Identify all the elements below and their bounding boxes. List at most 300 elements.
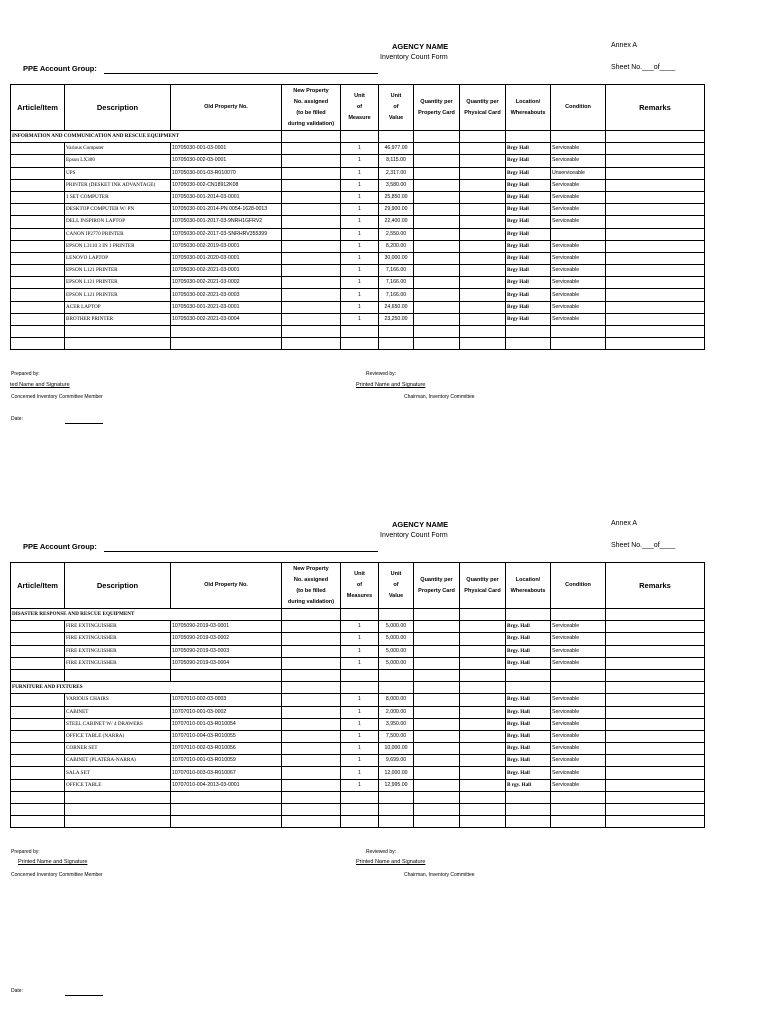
cell-article[interactable] (11, 179, 65, 191)
cell-article[interactable] (11, 779, 65, 791)
empty-cell[interactable] (379, 326, 414, 338)
cell-remarks[interactable] (606, 155, 705, 167)
cell-remarks[interactable] (606, 204, 705, 216)
cell-remarks[interactable] (606, 694, 705, 706)
cell-old-property-no: 10705030-002-2019-03-0001 (171, 240, 282, 252)
cell-new-property-no[interactable] (282, 779, 341, 791)
cell-remarks[interactable] (606, 767, 705, 779)
cell-new-property-no[interactable] (282, 633, 341, 645)
cell-condition: Serviceable (551, 289, 606, 301)
cell-qty-property-card[interactable] (414, 167, 460, 179)
cell-article[interactable] (11, 694, 65, 706)
cell-qty-physical[interactable] (460, 167, 506, 179)
empty-cell[interactable] (65, 326, 171, 338)
cell-remarks[interactable] (606, 277, 705, 289)
cell-new-property-no[interactable] (282, 706, 341, 718)
cell-unit-value: 24,650.00 (379, 301, 414, 313)
cell-qty-physical[interactable] (460, 179, 506, 191)
reviewed-by-name[interactable]: Printed Name and Signature (356, 859, 426, 865)
empty-cell[interactable] (606, 338, 705, 350)
empty-cell[interactable] (341, 682, 379, 694)
empty-cell[interactable] (65, 669, 171, 681)
cell-remarks[interactable] (606, 657, 705, 669)
header-line: Value (388, 115, 404, 121)
cell-new-property-no[interactable] (282, 216, 341, 228)
empty-cell[interactable] (341, 816, 379, 828)
empty-cell[interactable] (282, 338, 341, 350)
cell-description: PRINTER (DESKET INK ADVANTAGE) (65, 179, 171, 191)
cell-qty-property-card[interactable] (414, 277, 460, 289)
empty-cell[interactable] (171, 326, 282, 338)
cell-unit: 1 (341, 228, 379, 240)
empty-cell[interactable] (506, 338, 551, 350)
cell-condition: Serviceable (551, 657, 606, 669)
cell-qty-property-card[interactable] (414, 289, 460, 301)
cell-condition: Serviceable (551, 191, 606, 203)
cell-qty-physical[interactable] (460, 252, 506, 264)
cell-new-property-no[interactable] (282, 143, 341, 155)
cell-new-property-no[interactable] (282, 657, 341, 669)
empty-cell[interactable] (460, 682, 506, 694)
cell-old-property-no: 10705030-001-2020-03-0001 (171, 252, 282, 264)
cell-article[interactable] (11, 216, 65, 228)
cell-qty-property-card[interactable] (414, 228, 460, 240)
cell-qty-property-card[interactable] (414, 755, 460, 767)
cell-qty-physical[interactable] (460, 743, 506, 755)
cell-new-property-no[interactable] (282, 621, 341, 633)
empty-cell[interactable] (606, 131, 705, 143)
cell-article[interactable] (11, 301, 65, 313)
cell-qty-physical[interactable] (460, 706, 506, 718)
cell-remarks[interactable] (606, 228, 705, 240)
empty-cell[interactable] (551, 791, 606, 803)
empty-cell[interactable] (65, 816, 171, 828)
cell-qty-physical[interactable] (460, 767, 506, 779)
empty-cell[interactable] (282, 326, 341, 338)
header-line: Unit (390, 93, 402, 99)
cell-qty-physical[interactable] (460, 277, 506, 289)
cell-article[interactable] (11, 633, 65, 645)
cell-location: Brgy Hall (506, 191, 551, 203)
cell-location: Brgy. Hall (506, 694, 551, 706)
cell-qty-property-card[interactable] (414, 621, 460, 633)
empty-cell[interactable] (606, 326, 705, 338)
empty-cell[interactable] (379, 338, 414, 350)
cell-unit: 1 (341, 706, 379, 718)
empty-cell[interactable] (65, 804, 171, 816)
cell-new-property-no[interactable] (282, 301, 341, 313)
reviewed-by-role: Chairman, Inventory Committee (404, 872, 475, 878)
prepared-by-name[interactable]: ted Name and Signature (10, 382, 70, 388)
cell-article[interactable] (11, 204, 65, 216)
empty-cell[interactable] (460, 609, 506, 621)
cell-article[interactable] (11, 767, 65, 779)
cell-new-property-no[interactable] (282, 755, 341, 767)
cell-remarks[interactable] (606, 265, 705, 277)
cell-article[interactable] (11, 155, 65, 167)
cell-remarks[interactable] (606, 216, 705, 228)
empty-cell[interactable] (171, 816, 282, 828)
empty-cell[interactable] (171, 338, 282, 350)
cell-article[interactable] (11, 657, 65, 669)
cell-qty-physical[interactable] (460, 301, 506, 313)
prepared-by-label: Prepared by: (11, 849, 40, 855)
cell-old-property-no: 10707010-002-03-0003 (171, 694, 282, 706)
header-description: Description (65, 563, 171, 609)
cell-new-property-no[interactable] (282, 155, 341, 167)
empty-cell[interactable] (11, 338, 65, 350)
cell-qty-physical[interactable] (460, 313, 506, 325)
cell-remarks[interactable] (606, 252, 705, 264)
cell-article[interactable] (11, 706, 65, 718)
empty-cell[interactable] (282, 804, 341, 816)
empty-cell[interactable] (11, 669, 65, 681)
cell-condition: Serviceable (551, 706, 606, 718)
empty-cell[interactable] (65, 791, 171, 803)
cell-remarks[interactable] (606, 706, 705, 718)
empty-cell[interactable] (606, 669, 705, 681)
cell-description: LENOVO LAPTOP (65, 252, 171, 264)
cell-article[interactable] (11, 313, 65, 325)
date-field[interactable] (65, 423, 103, 424)
cell-description: OFFICE TABLE (65, 779, 171, 791)
date-label: Date: (11, 988, 23, 994)
empty-cell[interactable] (282, 669, 341, 681)
cell-qty-property-card[interactable] (414, 706, 460, 718)
ppe-account-group-field[interactable] (104, 73, 378, 74)
cell-article[interactable] (11, 645, 65, 657)
empty-cell[interactable] (379, 669, 414, 681)
empty-cell[interactable] (551, 816, 606, 828)
empty-cell[interactable] (506, 131, 551, 143)
cell-new-property-no[interactable] (282, 228, 341, 240)
category-row (11, 609, 705, 621)
empty-cell[interactable] (414, 804, 460, 816)
empty-cell[interactable] (460, 804, 506, 816)
empty-cell[interactable] (606, 804, 705, 816)
cell-unit: 1 (341, 143, 379, 155)
cell-qty-property-card[interactable] (414, 645, 460, 657)
empty-cell[interactable] (341, 791, 379, 803)
agency-name: AGENCY NAME (392, 42, 449, 51)
cell-remarks[interactable] (606, 289, 705, 301)
cell-remarks[interactable] (606, 240, 705, 252)
empty-cell[interactable] (551, 682, 606, 694)
header-line: No. assigned (293, 576, 329, 583)
cell-remarks[interactable] (606, 301, 705, 313)
empty-cell[interactable] (379, 131, 414, 143)
empty-cell[interactable] (506, 609, 551, 621)
empty-cell[interactable] (506, 804, 551, 816)
header-condition: Condition (551, 85, 606, 131)
empty-cell[interactable] (379, 791, 414, 803)
table-row (11, 191, 705, 203)
cell-old-property-no: 10705030-001-03-R010070 (171, 167, 282, 179)
cell-qty-property-card[interactable] (414, 252, 460, 264)
cell-new-property-no[interactable] (282, 240, 341, 252)
cell-qty-property-card[interactable] (414, 155, 460, 167)
cell-unit-value: 7,166.00 (379, 289, 414, 301)
empty-cell[interactable] (379, 609, 414, 621)
cell-old-property-no: 10705030-001-2014-03-0001 (171, 191, 282, 203)
cell-condition: Serviceable (551, 755, 606, 767)
header-remarks: Remarks (606, 85, 705, 131)
cell-old-property-no: 10705090-2019-03-0003 (171, 645, 282, 657)
cell-qty-physical[interactable] (460, 143, 506, 155)
cell-description: CABINET (PLATERA-NARRA) (65, 755, 171, 767)
cell-qty-property-card[interactable] (414, 301, 460, 313)
cell-old-property-no: 10705030-002-2017-03-SNRHRV355399 (171, 228, 282, 240)
cell-condition: Serviceable (551, 718, 606, 730)
empty-cell[interactable] (11, 326, 65, 338)
cell-qty-physical[interactable] (460, 718, 506, 730)
empty-cell[interactable] (506, 326, 551, 338)
cell-article[interactable] (11, 755, 65, 767)
cell-article[interactable] (11, 730, 65, 742)
cell-unit-value: 12,000.00 (379, 767, 414, 779)
blank-row (11, 326, 705, 338)
empty-cell[interactable] (341, 326, 379, 338)
empty-cell[interactable] (506, 791, 551, 803)
empty-cell[interactable] (171, 791, 282, 803)
cell-remarks[interactable] (606, 633, 705, 645)
cell-qty-property-card[interactable] (414, 313, 460, 325)
empty-cell[interactable] (506, 669, 551, 681)
cell-article[interactable] (11, 621, 65, 633)
cell-remarks[interactable] (606, 313, 705, 325)
cell-article[interactable] (11, 191, 65, 203)
cell-qty-property-card[interactable] (414, 179, 460, 191)
cell-qty-property-card[interactable] (414, 204, 460, 216)
empty-cell[interactable] (171, 669, 282, 681)
cell-condition: Serviceable (551, 216, 606, 228)
cell-new-property-no[interactable] (282, 191, 341, 203)
cell-qty-property-card[interactable] (414, 779, 460, 791)
cell-qty-physical[interactable] (460, 240, 506, 252)
empty-cell[interactable] (414, 669, 460, 681)
empty-cell[interactable] (341, 804, 379, 816)
empty-cell[interactable] (341, 609, 379, 621)
cell-qty-physical[interactable] (460, 621, 506, 633)
empty-cell[interactable] (551, 338, 606, 350)
cell-remarks[interactable] (606, 179, 705, 191)
empty-cell[interactable] (606, 609, 705, 621)
cell-qty-physical[interactable] (460, 216, 506, 228)
cell-remarks[interactable] (606, 755, 705, 767)
empty-cell[interactable] (606, 682, 705, 694)
cell-remarks[interactable] (606, 143, 705, 155)
header-line: of (393, 582, 399, 588)
cell-article[interactable] (11, 240, 65, 252)
cell-qty-property-card[interactable] (414, 657, 460, 669)
cell-description: FIRE EXTINGUISHER (65, 645, 171, 657)
empty-cell[interactable] (414, 338, 460, 350)
empty-cell[interactable] (341, 338, 379, 350)
cell-new-property-no[interactable] (282, 179, 341, 191)
prepared-by-label: Prepared by: (11, 371, 40, 377)
cell-qty-property-card[interactable] (414, 143, 460, 155)
empty-cell[interactable] (551, 131, 606, 143)
header-location (506, 563, 551, 609)
cell-new-property-no[interactable] (282, 718, 341, 730)
inventory-table (10, 84, 705, 350)
header-line: Measures (346, 593, 373, 599)
cell-article[interactable] (11, 228, 65, 240)
cell-article[interactable] (11, 167, 65, 179)
empty-cell[interactable] (414, 131, 460, 143)
empty-cell[interactable] (460, 338, 506, 350)
cell-qty-physical[interactable] (460, 755, 506, 767)
cell-description: UPS (65, 167, 171, 179)
cell-qty-physical[interactable] (460, 633, 506, 645)
cell-article[interactable] (11, 265, 65, 277)
empty-cell[interactable] (460, 816, 506, 828)
empty-cell[interactable] (282, 609, 341, 621)
cell-new-property-no[interactable] (282, 204, 341, 216)
cell-qty-physical[interactable] (460, 779, 506, 791)
reviewed-by-role: Chairman, Inventory Committee (404, 394, 475, 400)
empty-cell[interactable] (414, 791, 460, 803)
cell-old-property-no: 10705030-002-2021-03-0001 (171, 265, 282, 277)
reviewed-by-name[interactable]: Printed Name and Signature (356, 382, 426, 388)
cell-new-property-no[interactable] (282, 743, 341, 755)
cell-new-property-no[interactable] (282, 645, 341, 657)
empty-cell[interactable] (460, 669, 506, 681)
cell-description: Various Computer (65, 143, 171, 155)
cell-qty-property-card[interactable] (414, 694, 460, 706)
cell-new-property-no[interactable] (282, 252, 341, 264)
cell-new-property-no[interactable] (282, 265, 341, 277)
cell-remarks[interactable] (606, 191, 705, 203)
cell-qty-physical[interactable] (460, 289, 506, 301)
empty-cell[interactable] (506, 682, 551, 694)
cell-qty-physical[interactable] (460, 645, 506, 657)
cell-remarks[interactable] (606, 167, 705, 179)
empty-cell[interactable] (11, 804, 65, 816)
cell-qty-property-card[interactable] (414, 216, 460, 228)
cell-qty-physical[interactable] (460, 694, 506, 706)
empty-cell[interactable] (341, 669, 379, 681)
empty-cell[interactable] (282, 131, 341, 143)
cell-qty-physical[interactable] (460, 265, 506, 277)
cell-new-property-no[interactable] (282, 167, 341, 179)
cell-qty-property-card[interactable] (414, 633, 460, 645)
cell-qty-physical[interactable] (460, 191, 506, 203)
empty-cell[interactable] (414, 609, 460, 621)
cell-remarks[interactable] (606, 621, 705, 633)
cell-article[interactable] (11, 743, 65, 755)
empty-cell[interactable] (171, 804, 282, 816)
table-row (11, 265, 705, 277)
cell-article[interactable] (11, 277, 65, 289)
empty-cell[interactable] (506, 816, 551, 828)
cell-location: Brgy Hall (506, 143, 551, 155)
cell-description: EPSON L121 PRINTER (65, 289, 171, 301)
empty-cell[interactable] (11, 791, 65, 803)
cell-new-property-no[interactable] (282, 730, 341, 742)
header-new-property-no (282, 85, 341, 131)
cell-qty-property-card[interactable] (414, 240, 460, 252)
cell-qty-physical[interactable] (460, 730, 506, 742)
empty-cell[interactable] (414, 326, 460, 338)
date-field[interactable] (65, 995, 103, 996)
cell-qty-property-card[interactable] (414, 767, 460, 779)
cell-qty-property-card[interactable] (414, 718, 460, 730)
cell-qty-property-card[interactable] (414, 743, 460, 755)
table-row (11, 743, 705, 755)
cell-remarks[interactable] (606, 645, 705, 657)
empty-cell[interactable] (551, 326, 606, 338)
empty-cell[interactable] (11, 816, 65, 828)
empty-cell[interactable] (379, 804, 414, 816)
empty-cell[interactable] (551, 669, 606, 681)
header-line: Whereabouts (510, 587, 546, 594)
header-line: New Property (293, 565, 329, 572)
empty-cell[interactable] (606, 791, 705, 803)
cell-qty-physical[interactable] (460, 155, 506, 167)
table-row (11, 143, 705, 155)
cell-condition: Serviceable (551, 252, 606, 264)
cell-condition: Serviceable (551, 204, 606, 216)
blank-row (11, 791, 705, 803)
cell-new-property-no[interactable] (282, 767, 341, 779)
empty-cell[interactable] (282, 816, 341, 828)
cell-new-property-no[interactable] (282, 289, 341, 301)
empty-cell[interactable] (606, 816, 705, 828)
empty-cell[interactable] (282, 682, 341, 694)
cell-condition (551, 228, 606, 240)
cell-qty-property-card[interactable] (414, 265, 460, 277)
cell-article[interactable] (11, 718, 65, 730)
cell-remarks[interactable] (606, 730, 705, 742)
cell-qty-physical[interactable] (460, 204, 506, 216)
empty-cell[interactable] (414, 682, 460, 694)
empty-cell[interactable] (379, 682, 414, 694)
cell-article[interactable] (11, 143, 65, 155)
cell-qty-physical[interactable] (460, 228, 506, 240)
cell-qty-property-card[interactable] (414, 730, 460, 742)
header-line: Value (388, 593, 404, 599)
empty-cell[interactable] (65, 338, 171, 350)
prepared-by-name[interactable]: Printed Name and Signature (18, 859, 88, 865)
empty-cell[interactable] (282, 791, 341, 803)
cell-description: EPSON L121 PRINTER (65, 277, 171, 289)
cell-new-property-no[interactable] (282, 313, 341, 325)
cell-qty-property-card[interactable] (414, 191, 460, 203)
cell-qty-physical[interactable] (460, 657, 506, 669)
cell-remarks[interactable] (606, 743, 705, 755)
empty-cell[interactable] (460, 131, 506, 143)
cell-article[interactable] (11, 252, 65, 264)
cell-location: Brgy Hall (506, 240, 551, 252)
cell-remarks[interactable] (606, 718, 705, 730)
empty-cell[interactable] (341, 131, 379, 143)
empty-cell[interactable] (551, 609, 606, 621)
empty-cell[interactable] (460, 791, 506, 803)
empty-cell[interactable] (460, 326, 506, 338)
cell-new-property-no[interactable] (282, 694, 341, 706)
empty-cell[interactable] (551, 804, 606, 816)
cell-unit: 1 (341, 289, 379, 301)
cell-new-property-no[interactable] (282, 277, 341, 289)
empty-cell[interactable] (379, 816, 414, 828)
empty-cell[interactable] (414, 816, 460, 828)
ppe-account-group-field[interactable] (104, 551, 378, 552)
form-title: Inventory Count Form (380, 532, 448, 539)
cell-remarks[interactable] (606, 779, 705, 791)
table-row (11, 621, 705, 633)
cell-article[interactable] (11, 289, 65, 301)
